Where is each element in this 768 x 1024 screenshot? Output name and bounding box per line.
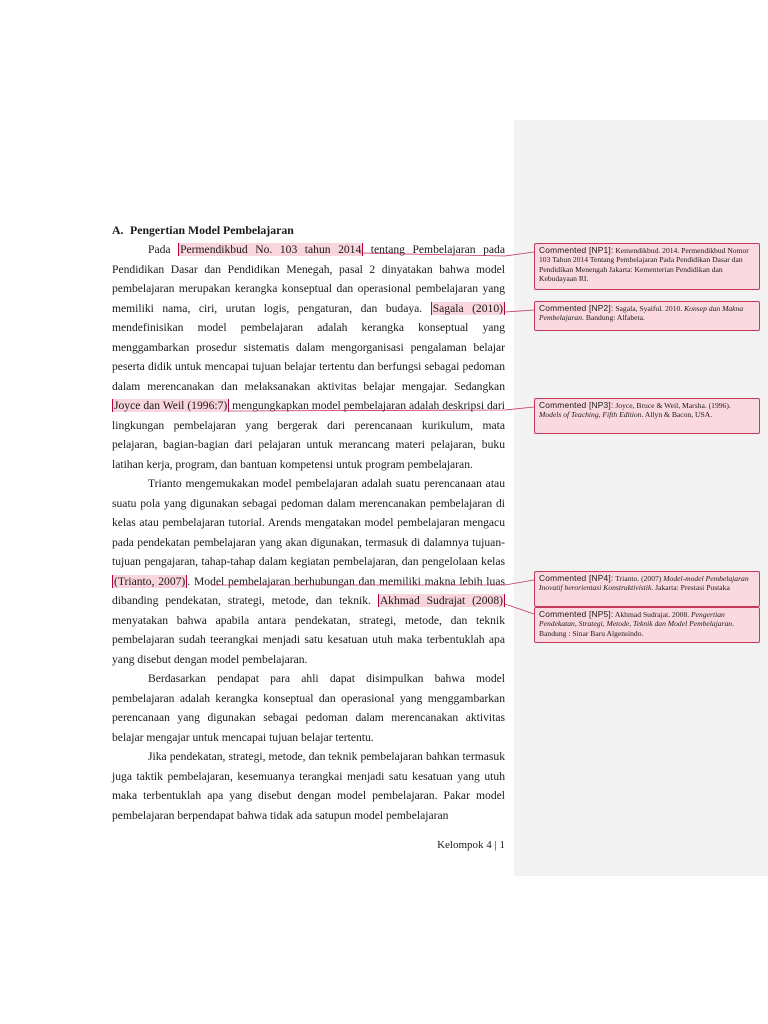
paragraph-1 (112, 240, 505, 474)
paragraph-4: Jika pendekatan, strategi, metode, dan teknik pembelajaran bahkan termasuk juga taktik pembelajaran, kesemuanya terangkai menjadi satu kesatuan yang utuh maka terbentuklah apa yang disebut dengan model pembelajaran. Pakar model pembelajaran berpendapat bahwa tidak ada satupun model pembelajaran (112, 750, 505, 822)
footer-separator: | (491, 839, 500, 851)
comment-text: . Bandung: Alfabeta. (582, 313, 645, 323)
comments-markup-pane (514, 120, 768, 876)
comment-np4[interactable] (534, 571, 760, 607)
comment-np3[interactable] (534, 398, 760, 434)
section-number: A. (112, 223, 124, 237)
comment-np1[interactable] (534, 243, 760, 290)
section-heading (112, 221, 505, 240)
comment-label: Commented [NP4]: (539, 573, 614, 583)
text-run: Trianto mengemukakan model pembelajaran adalah suatu perencanaan atau suatu pola yang digunakan sebagai pedoman dalam merencanakan pembelajaran di kelas atau pembelajaran tutorial. Arends mengatakan model pembelajaran mengacu pada pendekatan pembelajaran yang akan digunakan, termasuk di dalamnya tujuan-tujuan pengajaran, tahap-tahap dalam kegiatan pembelajaran, dan pengelolaan kelas (112, 477, 505, 568)
comment-anchor-np3[interactable]: Joyce dan Weil (1996:7) (114, 399, 228, 412)
comment-text: Akhmad Sudrajat. 2008. (614, 610, 692, 619)
comment-italic-title: Model-model Pembelajaran Inovatif berorientasi Konstruktivistik (539, 574, 749, 593)
comment-anchor-np1[interactable]: Permendikbud No. 103 tahun 2014 (180, 243, 362, 256)
comment-text: . Allyn & Bacon, USA. (641, 410, 713, 420)
comment-italic-title: Pengertian Pendekatan, Strategi, Metode, Teknik dan Model Pembelajaran (539, 610, 733, 629)
text-run: mendefinisikan model pembelajaran adalah kerangka konseptual yang menggambarkan prosedur sistematis dalam mengorganisasi pengalaman belajar peserta didik untuk mencapai tujuan belajar tertentu dan berfungsi sebagai pedoman dalam merencanakan dan melaksanakan aktivitas belajar mengajar. Sedangkan (112, 321, 505, 393)
comment-np2[interactable] (534, 301, 760, 331)
comment-label: Commented [NP3]: (539, 400, 614, 410)
comment-text: Joyce, Bruce & Weil, Marsha. (1996). (615, 401, 731, 410)
text-run: Pada (148, 243, 179, 256)
comment-text: . Bandung : Sinar Baru Algensindo. (539, 619, 735, 638)
paragraph-2 (112, 474, 505, 669)
section-title: Pengertian Model Pembelajaran (130, 223, 294, 237)
footer-group: Kelompok 4 (437, 839, 492, 851)
comment-italic-title: Models of Teaching, Fifth Edition (539, 410, 642, 420)
comment-label: Commented [NP2]: (539, 303, 614, 313)
comment-text: Trianto. (2007) (615, 574, 664, 583)
comment-text: Sagala, Syaiful. 2010. (615, 304, 685, 313)
comment-anchor-np2[interactable]: Sagala (2010) (432, 301, 503, 315)
comment-anchor-np5[interactable]: Akhmad Sudrajat (2008) (379, 594, 503, 607)
comment-anchor-np4[interactable]: (Trianto, 2007) (114, 574, 186, 588)
comment-italic-title: Konsep dan Makna Pembelajaran (539, 304, 744, 323)
comment-text: Kemendikbud. 2014. Permendikbud Nomor 103 Tahun 2014 Tentang Pembelajaran Pada Pendidikan Dasar dan Pendidikan Menengah Jakarta: Kementerian Pendidikan dan Kebudayaan RI. (539, 246, 749, 284)
text-run: . Model pembelajaran berhubungan dan memiliki makna lebih luas dibanding pendekatan, strategi, metode, dan teknik. (112, 574, 505, 607)
comment-np5[interactable] (534, 607, 760, 643)
text-run: mengungkapkan model pembelajaran adalah deskripsi dari lingkungan pembelajaran yang bergerak dari perencanaan kurikulum, mata pelajaran, bagian-bagian dari pelajaran untuk merancang materi pelajaran, buku latihan kerja, program, dan bantuan kompetensi untuk program pembelajaran. (112, 399, 506, 471)
comment-text: . Jakarta: Prestasi Pustaka (651, 583, 730, 593)
text-run: tentang Pembelajaran pada Pendidikan Dasar dan Pendidikan Menegah, pasal 2 dinyatakan bahwa model pembelajaran merupakan kerangka konseptual dan operasional pembelajaran yang memiliki nama, ciri, urutan logis, pengaturan, dan budaya. (112, 243, 505, 315)
page-footer (420, 839, 505, 851)
footer-page-number: 1 (499, 839, 505, 851)
paragraph-3: Berdasarkan pendapat para ahli dapat disimpulkan bahwa model pembelajaran adalah kerangka konseptual dan operasional yang menggambarkan perencanaan yang digunakan sebagai pedoman dalam merencanakan aktivitas belajar mengajar untuk mencapai tujuan belajar tertentu. (112, 672, 505, 744)
comment-label: Commented [NP1]: (539, 245, 614, 255)
comment-label: Commented [NP5]: (539, 609, 614, 619)
document-body[interactable] (112, 221, 505, 825)
text-run: menyatakan bahwa apabila antara pendekatan, strategi, metode, dan teknik pembelajaran sudah teerangkai menjadi satu kesatuan utuh maka terbentuklah apa yang disebut dengan model pembelajaran. (112, 613, 505, 666)
